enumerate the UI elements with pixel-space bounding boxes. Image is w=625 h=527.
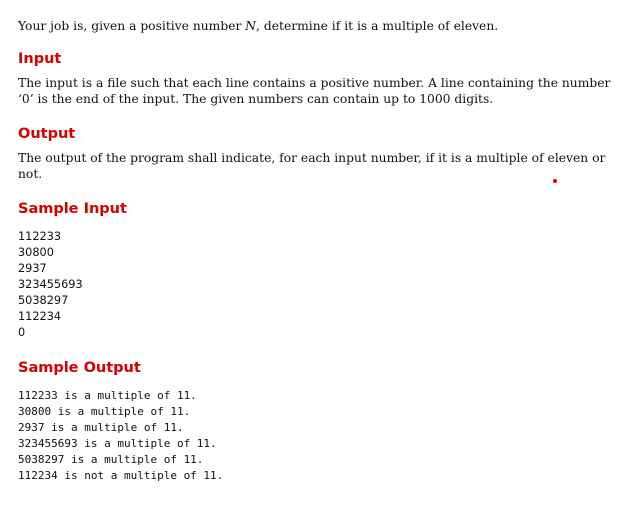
sample-output-line: 112234 is not a multiple of 11. xyxy=(18,469,224,482)
sample-output-line: 323455693 is a multiple of 11. xyxy=(18,437,217,450)
output-heading: Output xyxy=(18,126,76,142)
output-description: The output of the program shall indicate, for each input number, if it is a multiple of eleven or not. xyxy=(18,151,606,181)
intro-text-after: , determine if it is a multiple of eleven. xyxy=(256,19,499,33)
sample-output-line: 112233 is a multiple of 11. xyxy=(18,389,197,402)
sample-input-line: 112234 xyxy=(18,310,62,323)
sample-input-line: 30800 xyxy=(18,246,54,259)
sample-input-line: 5038297 xyxy=(18,294,69,307)
input-description: The input is a file such that each line contains a positive number. A line containing the number ‘0’ is the end of the input. The given numbers can contain up to 1000 digits. xyxy=(18,76,611,106)
sample-input-heading: Sample Input xyxy=(18,201,127,217)
sample-input-line: 0 xyxy=(18,326,26,339)
sample-output-line: 5038297 is a multiple of 11. xyxy=(18,453,204,466)
sample-input-line: 112233 xyxy=(18,230,62,243)
sample-input-line: 2937 xyxy=(18,262,47,275)
sample-output-list xyxy=(18,388,614,484)
sample-input-list xyxy=(18,229,614,341)
intro-variable-n: N xyxy=(245,19,257,33)
cursor-marker-dot xyxy=(553,179,557,183)
input-heading: Input xyxy=(18,51,62,67)
intro-text-before: Your job is, given a positive number xyxy=(18,19,246,33)
sample-input-line: 323455693 xyxy=(18,278,83,291)
sample-output-heading: Sample Output xyxy=(18,360,141,376)
intro-paragraph xyxy=(18,18,614,34)
sample-output-line: 2937 is a multiple of 11. xyxy=(18,421,184,434)
sample-output-line: 30800 is a multiple of 11. xyxy=(18,405,191,418)
problem-statement xyxy=(18,18,614,484)
